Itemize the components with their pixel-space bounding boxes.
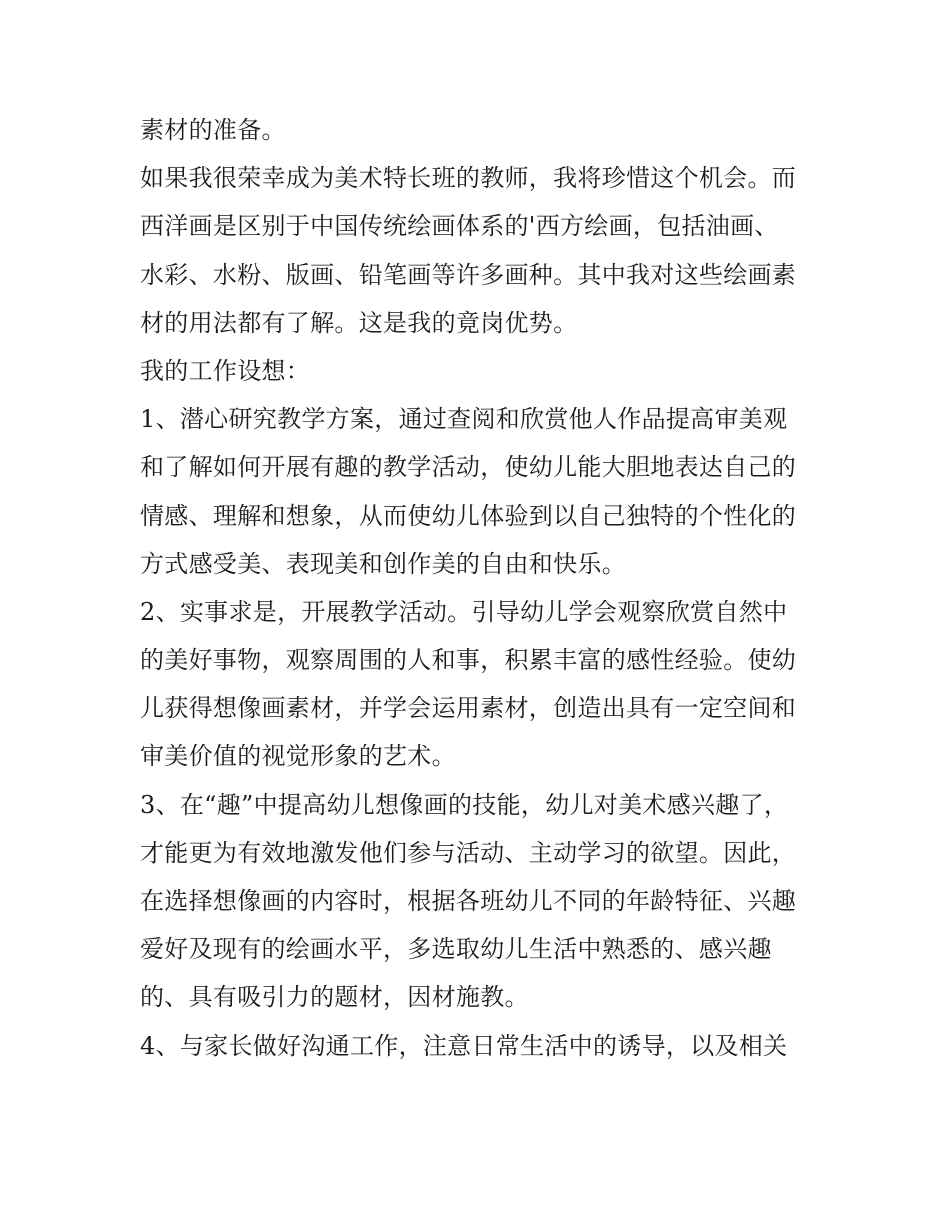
document-body — [140, 106, 830, 1070]
text-line: 材的用法都有了解。这是我的竟岗优势。 — [140, 308, 578, 337]
text-line: 1、潜心研究教学方案，通过查阅和欣赏他人作品提高审美观 — [140, 405, 788, 434]
text-line: 审美价值的视觉形象的艺术。 — [140, 742, 456, 771]
text-line: 4、与家长做好沟通工作，注意日常生活中的诱导，以及相关 — [140, 1031, 788, 1060]
text-line: 2、实事求是，开展教学活动。引导幼儿学会观察欣赏自然中 — [140, 597, 788, 626]
text-line: 爱好及现有的绘画水平，多选取幼儿生活中熟悉的、感兴趣 — [140, 935, 772, 964]
text-line: 才能更为有效地激发他们参与活动、主动学习的欲望。因此， — [140, 838, 797, 867]
text-line: 3、在“趣”中提高幼儿想像画的技能，幼儿对美术感兴趣了， — [140, 790, 789, 819]
text-line: 的、具有吸引力的题材，因材施教。 — [140, 983, 529, 1012]
text-line: 的美好事物，观察周围的人和事，积累丰富的感性经验。使幼 — [140, 646, 797, 675]
text-line: 和了解如何开展有趣的教学活动，使幼儿能大胆地表达自己的 — [140, 453, 797, 482]
text-line: 方式感受美、表现美和创作美的自由和快乐。 — [140, 549, 626, 578]
text-line: 素材的准备。 — [140, 116, 286, 144]
text-line: 如果我很荣幸成为美术特长班的教师，我将珍惜这个机会。而 — [140, 164, 797, 193]
text-line: 水彩、水粉、版画、铅笔画等许多画种。其中我对这些绘画素 — [140, 260, 797, 289]
text-line: 在选择想像画的内容时，根据各班幼儿不同的年龄特征、兴趣 — [140, 887, 797, 915]
section-heading: 我的工作设想： — [140, 356, 311, 385]
text-line: 情感、理解和想象，从而使幼儿体验到以自己独特的个性化的 — [140, 501, 797, 530]
text-line: 儿获得想像画素材，并学会运用素材，创造出具有一定空间和 — [140, 694, 797, 723]
text-line: 西洋画是区别于中国传统绘画体系的'西方绘画，包括油画、 — [140, 212, 779, 241]
